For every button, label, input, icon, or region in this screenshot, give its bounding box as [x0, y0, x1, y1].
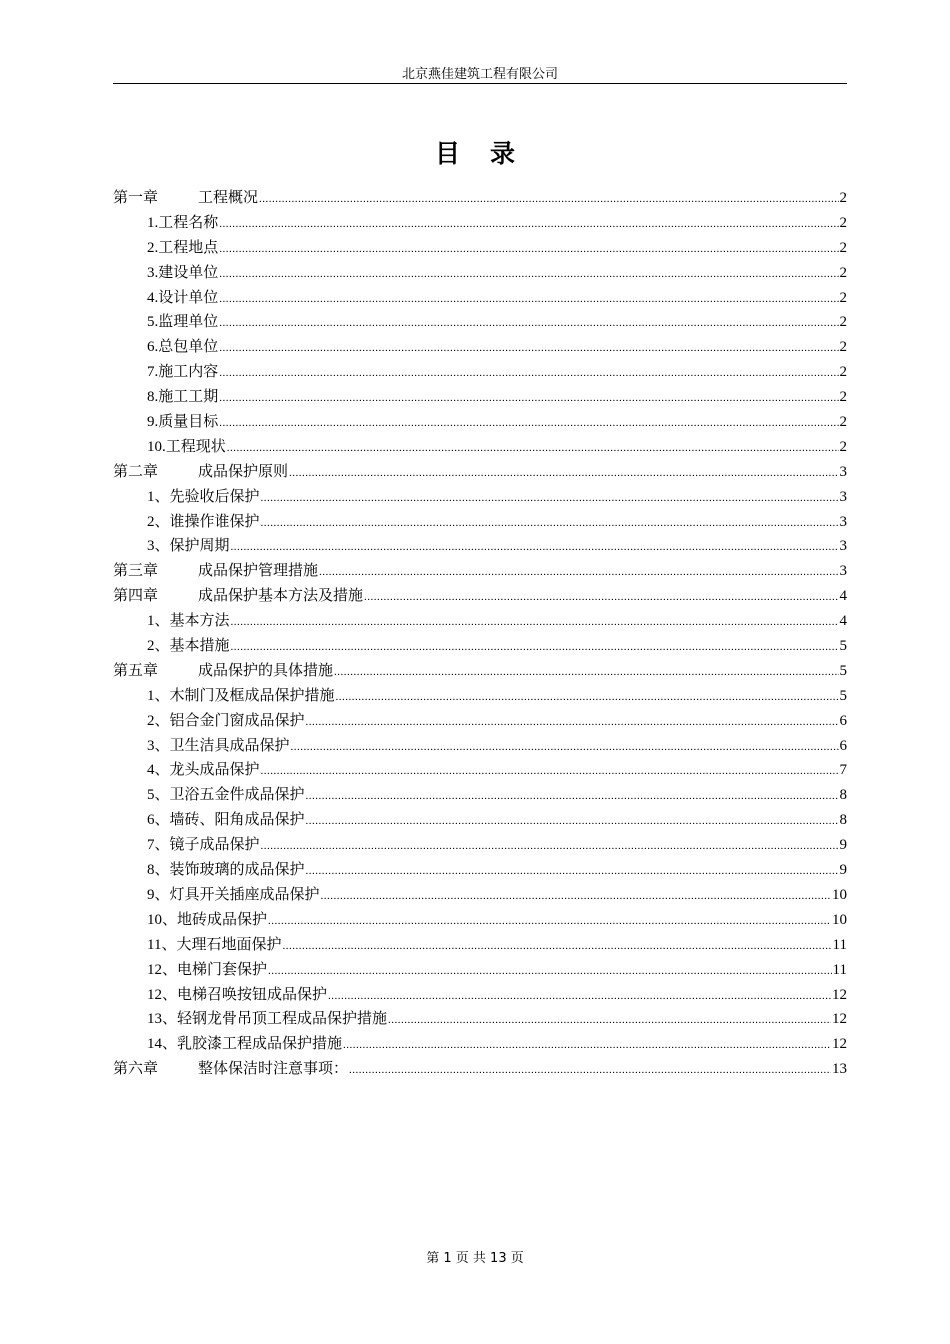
dot-leader: [364, 585, 838, 610]
toc-section-entry[interactable]: [113, 286, 847, 311]
toc-page-number: 12: [832, 1011, 847, 1028]
toc-section-entry[interactable]: [113, 410, 847, 435]
toc-page-number: 5: [839, 638, 847, 655]
table-of-contents: [113, 186, 847, 1082]
dot-leader: [261, 511, 839, 536]
toc-entry-title: 14、乳胶漆工程成品保护措施: [147, 1036, 343, 1053]
toc-section-entry[interactable]: [113, 883, 847, 908]
dot-leader: [336, 685, 839, 710]
toc-chapter-number: 第六章: [113, 1061, 159, 1078]
toc-entry-title: 12、电梯门套保护: [147, 961, 268, 978]
toc-page-number: 9: [839, 837, 847, 854]
toc-chapter-entry[interactable]: [113, 1057, 847, 1082]
toc-page-number: 12: [832, 1036, 847, 1053]
toc-page-number: 2: [839, 214, 847, 231]
toc-entry-title: 8.施工工期: [147, 389, 219, 406]
toc-page-number: 13: [832, 1061, 847, 1078]
toc-section-entry[interactable]: [113, 236, 847, 261]
toc-section-entry[interactable]: [113, 534, 847, 559]
toc-page-number: 3: [839, 513, 847, 530]
toc-entry-title: 成品保护基本方法及措施: [198, 588, 364, 605]
toc-entry-title: 2.工程地点: [147, 239, 219, 256]
toc-chapter-number: 第二章: [113, 463, 159, 480]
dot-leader: [282, 934, 831, 959]
toc-chapter-entry[interactable]: [113, 584, 847, 609]
toc-page-number: 10: [832, 911, 847, 928]
toc-entry-title: 7、镜子成品保护: [147, 837, 260, 854]
toc-section-entry[interactable]: [113, 783, 847, 808]
dot-leader: [306, 859, 839, 884]
toc-entry-title: 4.设计单位: [147, 289, 219, 306]
toc-section-entry[interactable]: [113, 858, 847, 883]
toc-entry-title: 5.监理单位: [147, 314, 219, 331]
dot-leader: [261, 486, 839, 511]
toc-section-entry[interactable]: [113, 261, 847, 286]
toc-entry-title: 3、保护周期: [147, 538, 230, 555]
toc-page-number: 2: [839, 414, 847, 431]
toc-entry-title: 3、卫生洁具成品保护: [147, 737, 290, 754]
dot-leader: [219, 212, 838, 237]
page-footer: 第 1 页 共 13 页: [426, 1251, 524, 1266]
toc-entry-title: 11、大理石地面保护: [147, 936, 282, 953]
toc-chapter-number: 第五章: [113, 662, 159, 679]
toc-entry-title: 10、地砖成品保护: [147, 911, 268, 928]
dot-leader: [231, 610, 839, 635]
dot-leader: [291, 735, 839, 760]
toc-entry-title: 8、装饰玻璃的成品保护: [147, 862, 305, 879]
dot-leader: [219, 287, 838, 312]
toc-page-number: 8: [839, 812, 847, 829]
toc-entry-title: 6、墙砖、阳角成品保护: [147, 812, 305, 829]
toc-section-entry[interactable]: [113, 684, 847, 709]
toc-section-entry[interactable]: [113, 510, 847, 535]
toc-entry-title: 2、铝合金门窗成品保护: [147, 712, 305, 729]
dot-leader: [349, 1058, 831, 1083]
toc-page-number: 2: [839, 264, 847, 281]
toc-section-entry[interactable]: [113, 609, 847, 634]
toc-section-entry[interactable]: [113, 833, 847, 858]
toc-page-number: 4: [839, 613, 847, 630]
toc-section-entry[interactable]: [113, 1032, 847, 1057]
toc-page-number: 7: [839, 762, 847, 779]
toc-section-entry[interactable]: [113, 310, 847, 335]
dot-leader: [268, 909, 831, 934]
toc-page-number: 2: [839, 190, 847, 206]
dot-leader: [343, 1033, 831, 1058]
toc-page-number: 5: [839, 662, 847, 679]
toc-page-number: 2: [839, 314, 847, 331]
toc-entry-title: 1、先验收后保护: [147, 488, 260, 505]
toc-page-number: 12: [832, 986, 847, 1003]
toc-section-entry[interactable]: [113, 958, 847, 983]
toc-section-entry[interactable]: [113, 335, 847, 360]
toc-page-number: 6: [839, 712, 847, 729]
toc-page-number: 10: [832, 886, 847, 903]
dot-leader: [268, 959, 832, 984]
toc-page-number: 2: [839, 339, 847, 356]
dot-leader: [219, 262, 838, 287]
toc-entry-title: 9.质量目标: [147, 414, 219, 431]
toc-entry-title: 成品保护原则: [198, 463, 289, 480]
dot-leader: [219, 361, 838, 386]
toc-entry-title: 2、基本措施: [147, 638, 230, 655]
dot-leader: [289, 461, 838, 486]
toc-entry-title: 10.工程现状: [147, 438, 226, 455]
toc-page-number: 2: [839, 239, 847, 256]
toc-section-entry[interactable]: [113, 808, 847, 833]
toc-section-entry[interactable]: [113, 933, 847, 958]
toc-entry-title: 6.总包单位: [147, 339, 219, 356]
toc-chapter-entry[interactable]: [113, 559, 847, 584]
toc-chapter-entry[interactable]: [113, 659, 847, 684]
toc-entry-title: 4、龙头成品保护: [147, 762, 260, 779]
toc-section-entry[interactable]: [113, 734, 847, 759]
toc-section-entry[interactable]: [113, 634, 847, 659]
toc-entry-title: 1.工程名称: [147, 214, 219, 231]
toc-page-number: 5: [839, 687, 847, 704]
toc-entry-title: 5、卫浴五金件成品保护: [147, 787, 305, 804]
dot-leader: [219, 237, 838, 262]
dot-leader: [321, 884, 831, 909]
toc-chapter-entry[interactable]: [113, 460, 847, 485]
toc-page-number: 3: [839, 538, 847, 555]
dot-leader: [261, 759, 839, 784]
toc-entry-title: 1、木制门及框成品保护措施: [147, 687, 335, 704]
header-divider: [113, 83, 847, 84]
toc-page-number: 3: [839, 563, 847, 580]
page-header: 北京燕佳建筑工程有限公司: [401, 66, 558, 81]
toc-section-entry[interactable]: [113, 1007, 847, 1032]
dot-leader: [219, 386, 838, 411]
toc-section-entry[interactable]: [113, 983, 847, 1008]
dot-leader: [231, 535, 839, 560]
toc-section-entry[interactable]: [113, 709, 847, 734]
toc-chapter-number: 第三章: [113, 563, 159, 580]
toc-page-number: 4: [839, 588, 847, 605]
dot-leader: [306, 809, 839, 834]
toc-page-number: 11: [832, 936, 847, 953]
toc-page-number: 2: [839, 364, 847, 381]
toc-section-entry[interactable]: [113, 485, 847, 510]
toc-entry-title: 成品保护管理措施: [198, 563, 319, 580]
dot-leader: [306, 710, 839, 735]
toc-page-number: 3: [839, 463, 847, 480]
toc-entry-title: 工程概况: [198, 190, 259, 206]
toc-entry-title: 9、灯具开关插座成品保护: [147, 886, 320, 903]
toc-entry-title: 成品保护的具体措施: [198, 662, 334, 679]
dot-leader: [219, 411, 838, 436]
toc-chapter-entry[interactable]: [113, 186, 847, 211]
toc-section-entry[interactable]: [113, 758, 847, 783]
toc-entry-title: 12、电梯召唤按钮成品保护: [147, 986, 328, 1003]
toc-section-entry[interactable]: [113, 360, 847, 385]
dot-leader: [388, 1008, 831, 1033]
toc-page-number: 2: [839, 289, 847, 306]
toc-page-number: 2: [839, 438, 847, 455]
toc-section-entry[interactable]: [113, 908, 847, 933]
toc-page-number: 2: [839, 389, 847, 406]
dot-leader: [328, 984, 831, 1009]
toc-section-entry[interactable]: [113, 435, 847, 460]
dot-leader: [219, 336, 838, 361]
toc-section-entry[interactable]: [113, 385, 847, 410]
toc-title: 目录: [434, 139, 545, 168]
toc-page-number: 9: [839, 862, 847, 879]
dot-leader: [334, 660, 838, 685]
dot-leader: [219, 311, 838, 336]
dot-leader: [227, 436, 839, 461]
toc-page-number: 11: [832, 961, 847, 978]
toc-entry-title: 1、基本方法: [147, 613, 230, 630]
dot-leader: [319, 560, 838, 585]
toc-section-entry[interactable]: [113, 211, 847, 236]
dot-leader: [306, 784, 839, 809]
toc-entry-title: 整体保洁时注意事项：: [198, 1061, 349, 1078]
toc-chapter-number: 第一章: [113, 190, 159, 206]
toc-page-number: 6: [839, 737, 847, 754]
toc-page-number: 8: [839, 787, 847, 804]
toc-entry-title: 3.建设单位: [147, 264, 219, 281]
toc-entry-title: 7.施工内容: [147, 364, 219, 381]
toc-entry-title: 13、轻钢龙骨吊顶工程成品保护措施: [147, 1011, 388, 1028]
toc-entry-title: 2、谁操作谁保护: [147, 513, 260, 530]
dot-leader: [261, 834, 839, 859]
dot-leader: [259, 187, 838, 212]
dot-leader: [231, 635, 839, 660]
toc-page-number: 3: [839, 488, 847, 505]
toc-chapter-number: 第四章: [113, 588, 159, 605]
